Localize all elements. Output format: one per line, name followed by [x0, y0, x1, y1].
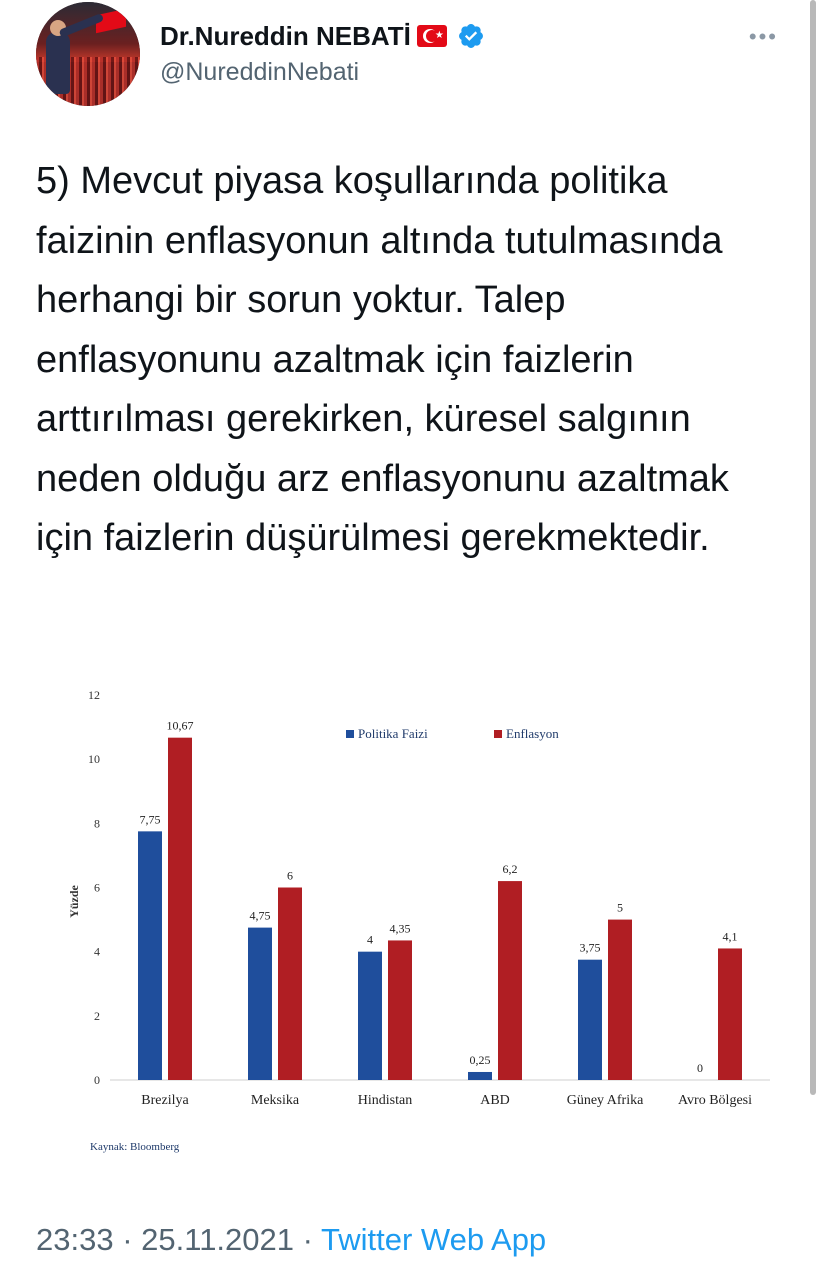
bar-politika-faizi — [358, 952, 382, 1080]
bar-enflasyon — [498, 881, 522, 1080]
turkey-flag-icon: ★ — [417, 25, 447, 47]
chart-source-note: Kaynak: Bloomberg — [90, 1141, 180, 1153]
bar-politika-faizi — [138, 831, 162, 1080]
y-tick-label: 6 — [94, 880, 100, 895]
verified-badge-icon — [457, 22, 485, 50]
chart — [30, 670, 800, 1170]
data-label: 4,75 — [249, 908, 271, 923]
x-tick-label: Hindistan — [357, 1093, 413, 1108]
data-label: 5 — [617, 900, 623, 915]
bar-enflasyon — [718, 948, 742, 1080]
y-tick-label: 2 — [94, 1008, 100, 1023]
avatar[interactable] — [36, 2, 140, 106]
legend-label: Politika Faizi — [358, 726, 428, 741]
x-tick-label: ABD — [480, 1093, 510, 1108]
meta-separator: · — [302, 1222, 313, 1257]
tweet-date[interactable]: 25.11.2021 — [141, 1222, 295, 1257]
data-label: 6,2 — [502, 862, 518, 877]
author-handle[interactable]: @NureddinNebati — [160, 58, 360, 86]
y-tick-label: 8 — [94, 816, 100, 831]
tweet-time[interactable]: 23:33 — [36, 1222, 114, 1257]
bar-enflasyon — [388, 940, 412, 1080]
data-label: 4 — [367, 932, 373, 947]
y-tick-label: 10 — [88, 752, 100, 767]
tweet-text: 5) Mevcut piyasa koşullarında politika faizinin enflasyonun altında tutulmasında herhangi bir sorun yoktur. Talep enflasyonunu azaltmak için faizlerin arttırılması gerekirken, küresel salgının neden olduğu arz enflasyonunu azaltmak için faizlerin düşürülmesi gerekmektedir. — [36, 160, 729, 559]
data-label: 0,25 — [469, 1052, 491, 1067]
data-label: 10,67 — [166, 718, 194, 733]
meta-separator: · — [122, 1222, 133, 1257]
x-tick-label: Güney Afrika — [566, 1093, 644, 1108]
tweet-header — [36, 0, 796, 110]
bar-politika-faizi — [248, 928, 272, 1080]
x-tick-label: Avro Bölgesi — [677, 1093, 753, 1108]
bar-politika-faizi — [578, 960, 602, 1080]
author-name-row — [160, 18, 485, 54]
legend-swatch — [346, 730, 354, 738]
legend-swatch — [494, 730, 502, 738]
tweet-source-app[interactable]: Twitter Web App — [321, 1222, 547, 1257]
bar-enflasyon — [608, 920, 632, 1080]
data-label: 3,75 — [579, 940, 601, 955]
author-display-name[interactable]: Dr.Nureddin NEBATİ — [160, 20, 411, 51]
y-tick-label: 0 — [94, 1073, 100, 1087]
data-label: 7,75 — [139, 812, 161, 827]
y-tick-label: 4 — [94, 944, 100, 959]
tweet-metadata — [36, 1222, 546, 1258]
data-label: 4,1 — [722, 929, 738, 944]
scrollbar[interactable] — [810, 0, 816, 1095]
data-label: 6 — [287, 868, 293, 883]
x-tick-label: Meksika — [250, 1093, 300, 1108]
bar-politika-faizi — [468, 1072, 492, 1080]
data-label: 0 — [697, 1061, 703, 1075]
data-label: 4,35 — [389, 921, 411, 936]
y-axis-label: Yüzde — [67, 885, 81, 918]
more-options-icon[interactable]: ••• — [748, 24, 778, 49]
legend-label: Enflasyon — [506, 726, 559, 741]
y-tick-label: 12 — [88, 688, 100, 702]
bar-enflasyon — [168, 738, 192, 1080]
x-tick-label: Brezilya — [141, 1093, 189, 1108]
bar-chart — [30, 670, 800, 1170]
bar-enflasyon — [278, 888, 302, 1081]
